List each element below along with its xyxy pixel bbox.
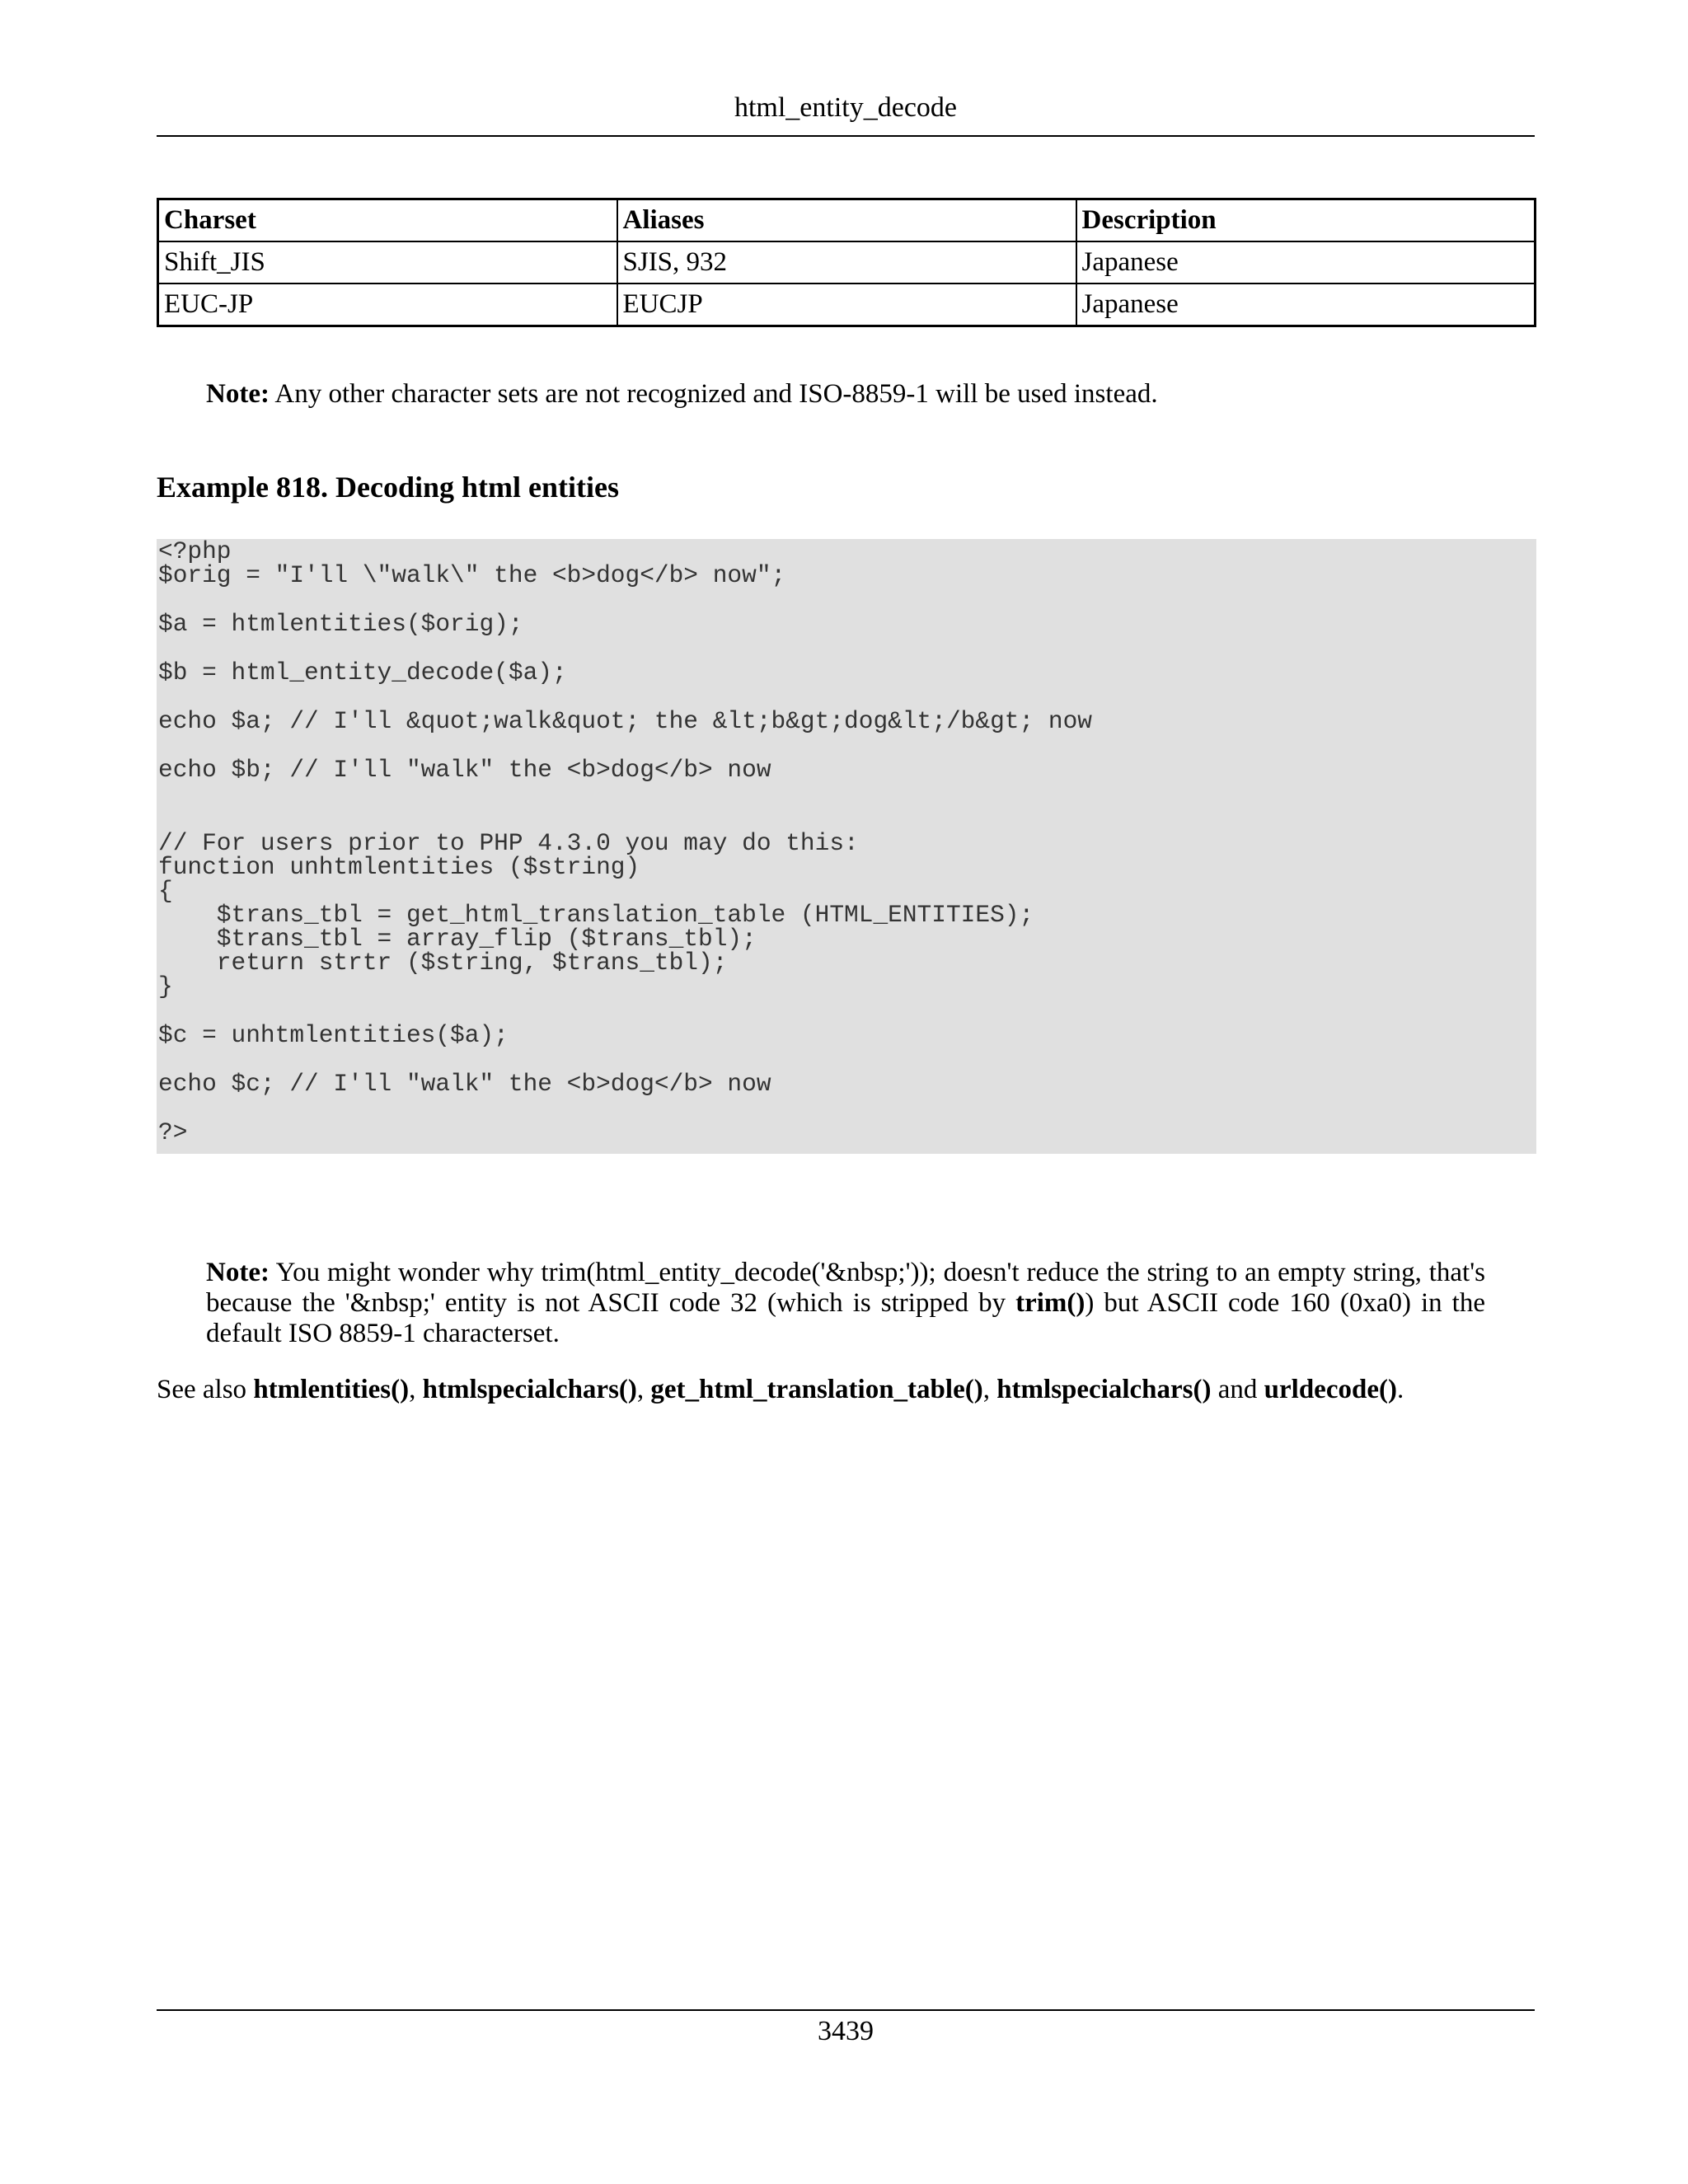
code-line: $orig = "I'll \"walk\" the <b>dog</b> now"; [158,561,786,589]
column-header-aliases: Aliases [617,199,1076,242]
header-divider [157,135,1535,137]
code-line: $b = html_entity_decode($a); [158,658,567,687]
code-line: function unhtmlentities ($string) [158,853,640,881]
separator: . [1396,1375,1404,1404]
footer-divider [157,2009,1535,2011]
code-line: <?php [158,537,232,565]
table-row [158,284,1536,326]
page-number: 3439 [818,2016,874,2046]
note-text: You might wonder why trim(html_entity_decode('&nbsp;')); doesn't reduce the string to an empty string, that's because the '&nbsp;' entity is not ASCII code 32 (which is stripped by [206,1258,1485,1318]
table-cell-description: Japanese [1076,284,1536,326]
example-title: Example 818. Decoding html entities [157,471,619,504]
table-header-row [158,199,1536,242]
see-also-prefix: See also [157,1375,254,1404]
column-header-description: Description [1076,199,1536,242]
code-line: echo $a; // I'll &quot;walk&quot; the &lt;b&gt;dog&lt;/b&gt; now [158,707,1092,735]
code-line: echo $c; // I'll "walk" the <b>dog</b> now [158,1070,771,1098]
separator: , [409,1375,423,1404]
table-cell-aliases: EUCJP [617,284,1076,326]
separator: , [636,1375,651,1404]
note-text: Any other character sets are not recognized and ISO-8859-1 will be used instead. [269,379,1158,409]
code-line: { [158,877,173,905]
table-cell-aliases: SJIS, 932 [617,241,1076,284]
column-header-charset: Charset [158,199,617,242]
running-header: html_entity_decode [734,92,958,123]
code-line: ?> [158,1118,188,1146]
function-link-htmlentities: htmlentities() [253,1375,410,1404]
code-line: $c = unhtmlentities($a); [158,1021,509,1049]
function-link-htmlspecialchars: htmlspecialchars() [996,1375,1212,1404]
function-link-get-html-translation-table: get_html_translation_table() [650,1375,983,1404]
code-line: // For users prior to PHP 4.3.0 you may do this: [158,829,859,857]
code-line: $trans_tbl = get_html_translation_table (HTML_ENTITIES); [158,901,1034,929]
see-also [157,1375,1535,1405]
separator: and [1211,1375,1264,1404]
note-label: Note: [206,379,270,409]
note-label: Note: [206,1258,270,1287]
code-example [157,539,1536,1154]
code-line: $trans_tbl = array_flip ($trans_tbl); [158,925,757,953]
code-line: } [158,972,173,1001]
code-line: $a = htmlentities($orig); [158,610,523,638]
function-name-trim: trim() [1015,1288,1085,1318]
note-nbsp-trim [206,1258,1485,1349]
note-unrecognized-charsets [206,379,1485,410]
function-link-htmlspecialchars: htmlspecialchars() [422,1375,637,1404]
note-text: ) but ASCII code 160 (0xa0) in the default ISO 8859-1 characterset. [206,1288,1485,1348]
charset-table [157,198,1536,327]
table-row [158,241,1536,284]
table-cell-charset: EUC-JP [158,284,617,326]
separator: , [982,1375,997,1404]
code-line: return strtr ($string, $trans_tbl); [158,949,728,977]
table-cell-charset: Shift_JIS [158,241,617,284]
code-line: echo $b; // I'll "walk" the <b>dog</b> now [158,756,771,784]
function-link-urldecode: urldecode() [1264,1375,1397,1404]
table-cell-description: Japanese [1076,241,1536,284]
